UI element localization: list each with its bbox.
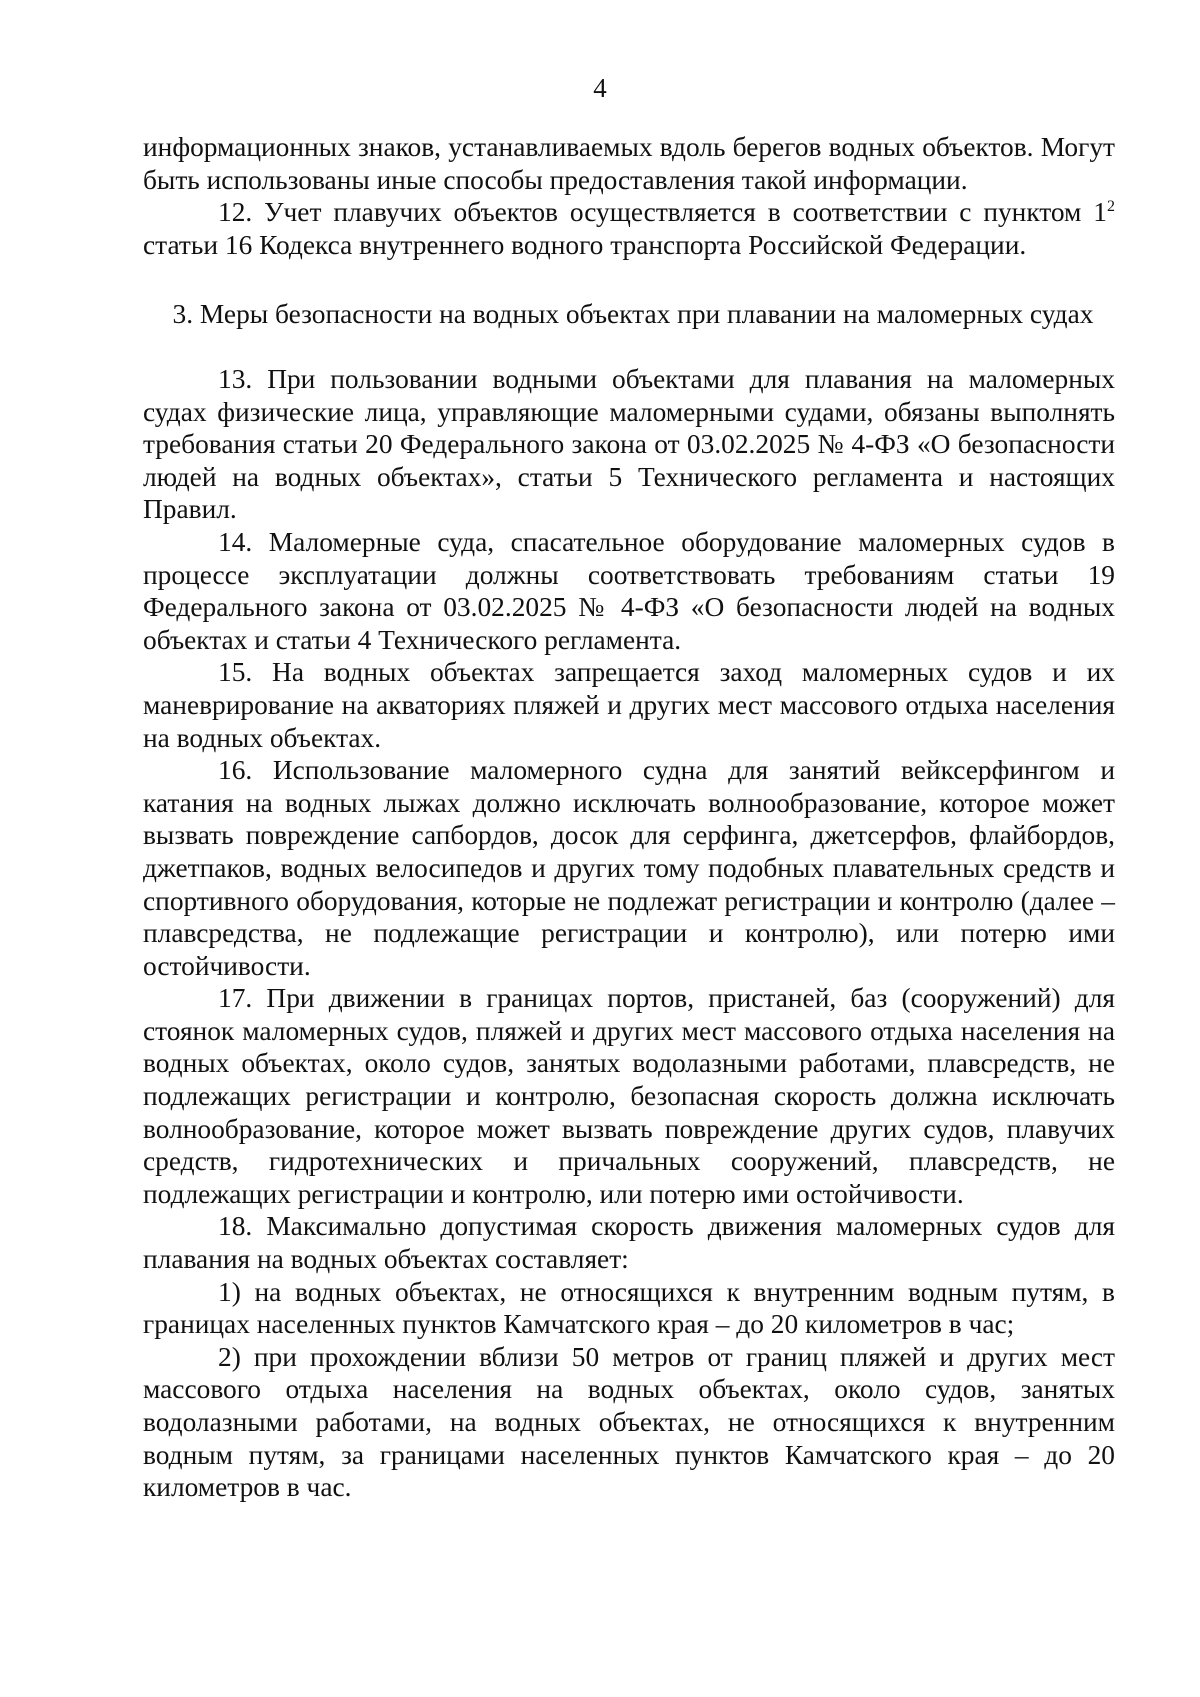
- paragraph-18: 18. Максимально допустимая скорость движения маломерных судов для плавания на водных объектах составляет:: [143, 1211, 1115, 1275]
- paragraph-16: 16. Использование маломерного судна для занятий вейксерфингом и катания на водных лыжах должно исключать волнообразование, которое может вызвать повреждение сапбордов, досок для серфинга, джетсерфов, флайбордов, джетпаков, водных велосипедов и других тому подобных плавательных средств и спортивного оборудования, которые не подлежат регистрации и контролю (далее – плавсредства, не подлежащие регистрации и контролю), или потерю ими остойчивости.: [143, 755, 1115, 981]
- paragraph-15: 15. На водных объектах запрещается заход маломерных судов и их маневрирование на акваториях пляжей и других мест массового отдыха населения на водных объектах.: [143, 657, 1115, 753]
- main-text-block: [143, 363, 1115, 1504]
- paragraph-12: [143, 196, 1115, 261]
- paragraph-18-item-2: 2) при прохождении вблизи 50 метров от границ пляжей и других мест массового отдыха населения на водных объектах, около судов, занятых водолазными работами, на водных объектах, не относящихся к внутренним водным путям, за границами населенных пунктов Камчатского края – до 20 километров в час.: [143, 1341, 1115, 1503]
- paragraph-17: 17. При движении в границах портов, пристаней, баз (сооружений) для стоянок маломерных судов, пляжей и других мест массового отдыха населения на водных объектах, около судов, занятых водолазными работами, плавсредств, не подлежащих регистрации и контролю, безопасная скорость должна исключать волнообразование, которое может вызвать повреждение других судов, плавучих средств, гидротехнических и причальных сооружений, плавсредств, не подлежащих регистрации и контролю, или потерю ими остойчивости.: [143, 983, 1115, 1209]
- paragraph-12-superscript: 2: [1107, 198, 1115, 216]
- paragraph-14: 14. Маломерные суда, спасательное оборудование маломерных судов в процессе эксплуатации должны соответствовать требованиям статьи 19 Федерального закона от 03.02.2025 № 4-ФЗ «О безопасности людей на водных объектах и статьи 4 Технического регламента.: [143, 526, 1115, 655]
- page-number: 4: [593, 73, 607, 103]
- paragraph-12-text: 12. Учет плавучих объектов осуществляется в соответствии с пунктом 1: [218, 197, 1107, 228]
- continuation-paragraph: информационных знаков, устанавливаемых вдоль берегов водных объектов. Могут быть использованы иные способы предоставления такой информации.: [143, 132, 1115, 195]
- section-heading: 3. Меры безопасности на водных объектах при плавании на маломерных судах: [172, 299, 1094, 329]
- paragraph-13: 13. При пользовании водными объектами для плавания на маломерных судах физические лица, управляющие маломерными судами, обязаны выполнять требования статьи 20 Федерального закона от 03.02.2025 № 4-ФЗ «О безопасности людей на водных объектах», статьи 5 Технического регламента и настоящих Правил.: [143, 364, 1115, 525]
- top-text-block: [143, 131, 1115, 261]
- paragraph-18-item-1: 1) на водных объектах, не относящихся к внутренним водным путям, в границах населенных пунктов Камчатского края – до 20 километров в час;: [143, 1276, 1115, 1340]
- paragraph-12-tail: статьи 16 Кодекса внутреннего водного транспорта Российской Федерации.: [143, 229, 1027, 260]
